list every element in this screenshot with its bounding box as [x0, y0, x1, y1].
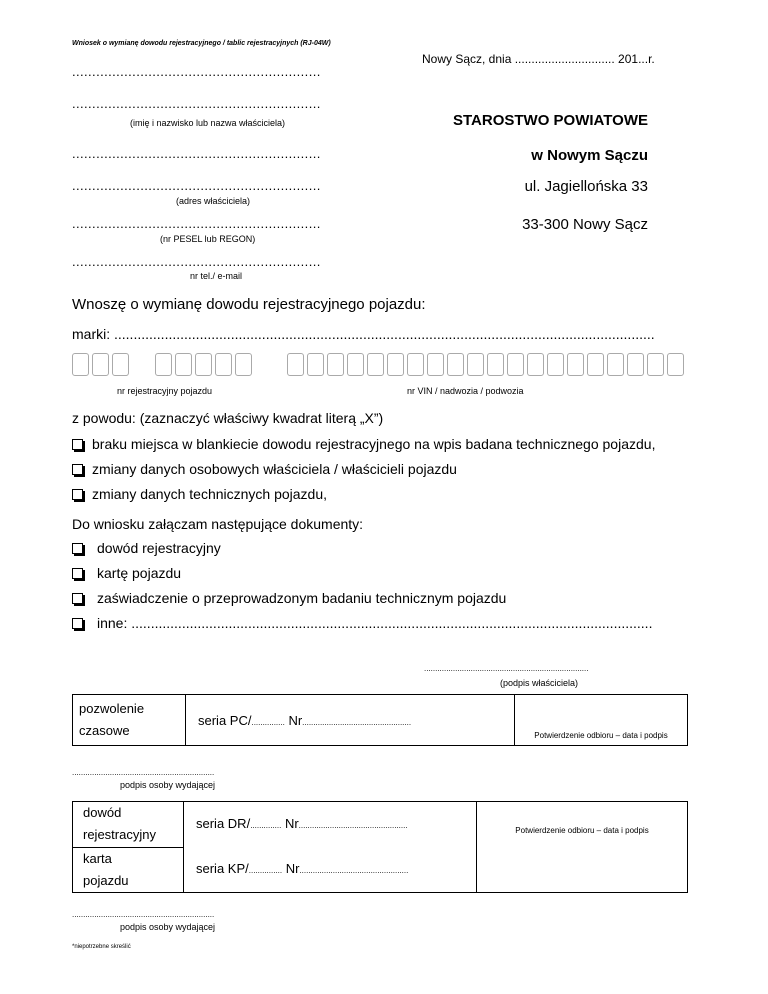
- attachment-option-text: kartę pojazdu: [97, 565, 182, 581]
- vin-cell[interactable]: [307, 353, 324, 376]
- attachment-option-text: dowód rejestracyjny: [97, 540, 221, 556]
- attachment-option-3[interactable]: [72, 590, 506, 606]
- reason-option-text: zmiany danych technicznych pojazdu,: [92, 486, 328, 502]
- reg-cell[interactable]: [215, 353, 232, 376]
- vin-cell[interactable]: [427, 353, 444, 376]
- vehicle-make-field[interactable]: marki: ...........................................................................................................................................: [72, 326, 655, 342]
- vin-cell[interactable]: [367, 353, 384, 376]
- permit-label-cell: [73, 695, 186, 746]
- dr-nr-label: Nr: [284, 816, 299, 831]
- kp-series-field[interactable]: ...............: [248, 866, 283, 875]
- city-date-field[interactable]: Nowy Sącz, dnia .............................. 201...r.: [422, 52, 655, 66]
- reg-cell[interactable]: [92, 353, 109, 376]
- vin-cell[interactable]: [527, 353, 544, 376]
- attachments-label: Do wniosku załączam następujące dokumenty:: [72, 516, 364, 532]
- kp-nr-label: Nr: [285, 861, 300, 876]
- vin-cell[interactable]: [627, 353, 644, 376]
- documents-table: [72, 801, 688, 893]
- checkbox[interactable]: [72, 439, 83, 450]
- reg-cell[interactable]: [175, 353, 192, 376]
- permit-confirmation-label: Potwierdzenie odbioru – data i podpis: [534, 731, 668, 740]
- permit-confirmation-cell[interactable]: [515, 695, 688, 746]
- kp-row: [196, 847, 476, 892]
- temporary-permit-table: [72, 694, 688, 746]
- office-name: STAROSTWO POWIATOWE: [453, 112, 648, 129]
- vin-cell[interactable]: [507, 353, 524, 376]
- attachment-option-4[interactable]: [72, 615, 652, 631]
- request-intro: Wnoszę o wymianę dowodu rejestracyjnego pojazdu:: [72, 296, 426, 313]
- reg-number-caption: nr rejestracyjny pojazdu: [117, 386, 213, 396]
- office-street: ul. Jagiellońska 33: [524, 178, 648, 195]
- office-city: w Nowym Sączu: [531, 147, 648, 164]
- vin-cell[interactable]: [547, 353, 564, 376]
- vin-cell[interactable]: [567, 353, 584, 376]
- applicant-name-line-2[interactable]: ..............................................................: [72, 96, 321, 111]
- reason-option-text: zmiany danych osobowych właściciela / właścicieli pojazdu: [92, 461, 457, 477]
- applicant-address-line-1[interactable]: ..............................................................: [72, 146, 321, 161]
- karta-label-1: karta: [83, 850, 112, 866]
- dr-row: [196, 802, 476, 847]
- permit-series-label: seria PC/: [198, 712, 252, 728]
- checkbox[interactable]: [72, 618, 83, 629]
- vin-grid[interactable]: [287, 353, 687, 376]
- address-caption: (adres właściciela): [176, 196, 251, 206]
- attachment-option-1[interactable]: [72, 540, 221, 556]
- vin-cell[interactable]: [467, 353, 484, 376]
- vin-cell[interactable]: [387, 353, 404, 376]
- attachment-option-2[interactable]: [72, 565, 181, 581]
- checkbox[interactable]: [72, 568, 83, 579]
- checkbox[interactable]: [72, 489, 83, 500]
- phone-caption: nr tel./ e-mail: [190, 271, 243, 281]
- karta-label-cell: [73, 847, 184, 893]
- dr-series-field[interactable]: ..............: [250, 821, 282, 830]
- vin-cell[interactable]: [347, 353, 364, 376]
- permit-series-field[interactable]: ...............: [251, 717, 285, 727]
- issuer-signature-line-1[interactable]: ................................................................: [72, 768, 215, 777]
- name-caption: (imię i nazwisko lub nazwa właściciela): [130, 118, 286, 128]
- dr-nr-field[interactable]: .................................................: [298, 821, 408, 830]
- footnote: *niepotrzebne skreślić: [72, 944, 131, 950]
- attachment-option-text: inne: ......................................................................................................................................: [97, 615, 653, 631]
- office-postcode: 33-300 Nowy Sącz: [522, 216, 648, 233]
- dowod-label-2: rejestracyjny: [83, 827, 156, 843]
- checkbox[interactable]: [72, 593, 83, 604]
- docs-confirmation-cell[interactable]: [477, 802, 688, 893]
- vin-cell[interactable]: [647, 353, 664, 376]
- vin-cell[interactable]: [667, 353, 684, 376]
- issuer-signature-line-2[interactable]: ................................................................: [72, 910, 215, 919]
- vin-cell[interactable]: [447, 353, 464, 376]
- permit-label-1: pozwolenie: [79, 701, 145, 716]
- checkbox[interactable]: [72, 543, 83, 554]
- reg-cell[interactable]: [235, 353, 252, 376]
- reason-option-3[interactable]: [72, 486, 327, 502]
- dowod-label-cell: [73, 802, 184, 848]
- reason-option-2[interactable]: [72, 461, 457, 477]
- applicant-pesel-line[interactable]: ..............................................................: [72, 216, 321, 231]
- vin-caption: nr VIN / nadwozia / podwozia: [407, 386, 524, 396]
- vin-cell[interactable]: [287, 353, 304, 376]
- docs-series-cell: [184, 802, 477, 893]
- form-title: Wniosek o wymianę dowodu rejestracyjnego / tablic rejestracyjnych (RJ-04W): [72, 40, 331, 47]
- applicant-phone-line[interactable]: ..............................................................: [72, 254, 321, 269]
- owner-signature-caption: (podpis właściciela): [500, 678, 579, 688]
- owner-signature-line[interactable]: ..........................................................................: [424, 664, 589, 673]
- permit-label-2: czasowe: [79, 723, 130, 738]
- checkbox[interactable]: [72, 464, 83, 475]
- applicant-name-line-1[interactable]: ..............................................................: [72, 64, 321, 79]
- issuer-signature-caption-1: podpis osoby wydającej: [120, 780, 216, 790]
- reg-number-grid-part1[interactable]: [72, 353, 132, 376]
- reason-option-1[interactable]: [72, 436, 655, 452]
- permit-series-cell: [186, 695, 515, 746]
- vin-cell[interactable]: [587, 353, 604, 376]
- docs-confirmation-label: Potwierdzenie odbioru – data i podpis: [515, 826, 649, 835]
- permit-nr-field[interactable]: .................................................: [302, 717, 412, 727]
- reg-cell[interactable]: [72, 353, 89, 376]
- reg-cell[interactable]: [112, 353, 129, 376]
- applicant-address-line-2[interactable]: ..............................................................: [72, 178, 321, 193]
- permit-nr-label: Nr: [288, 712, 303, 728]
- kp-series-label: seria KP/: [196, 861, 249, 876]
- vin-cell[interactable]: [487, 353, 504, 376]
- reg-cell[interactable]: [155, 353, 172, 376]
- vin-cell[interactable]: [327, 353, 344, 376]
- reg-number-grid-part2[interactable]: [155, 353, 255, 376]
- karta-label-2: pojazdu: [83, 872, 129, 888]
- issuer-signature-caption-2: podpis osoby wydającej: [120, 922, 216, 932]
- vin-cell[interactable]: [407, 353, 424, 376]
- kp-nr-field[interactable]: .................................................: [299, 866, 409, 875]
- vin-cell[interactable]: [607, 353, 624, 376]
- dr-series-label: seria DR/: [196, 816, 251, 831]
- pesel-caption: (nr PESEL lub REGON): [160, 234, 256, 244]
- reason-option-text: braku miejsca w blankiecie dowodu rejestracyjnego na wpis badana technicznego pojazdu,: [92, 436, 656, 452]
- reasons-label: z powodu: (zaznaczyć właściwy kwadrat literą „X”): [72, 410, 384, 426]
- dowod-label-1: dowód: [83, 805, 122, 821]
- reg-cell[interactable]: [195, 353, 212, 376]
- attachment-option-text: zaświadczenie o przeprowadzonym badaniu technicznym pojazdu: [97, 590, 507, 606]
